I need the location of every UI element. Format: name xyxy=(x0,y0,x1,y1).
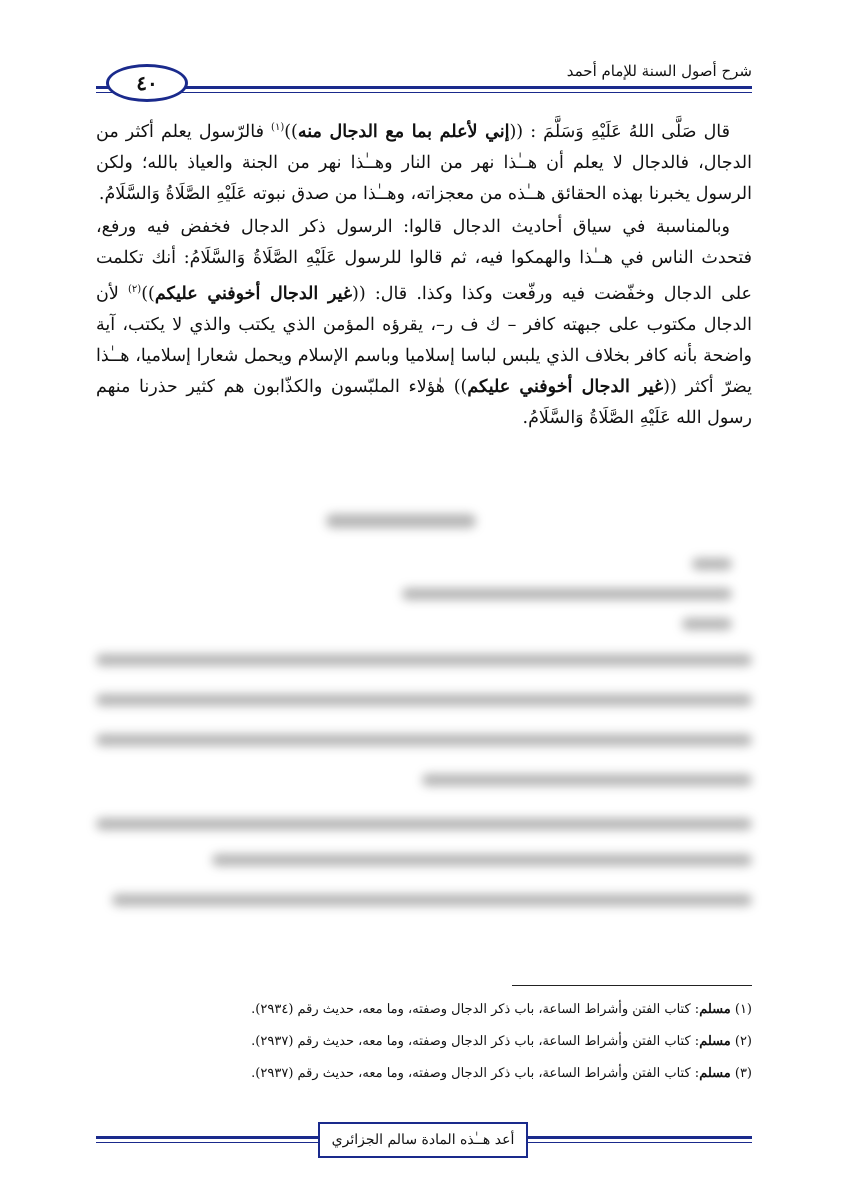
footnote-ref: (١) xyxy=(271,122,285,133)
footnote-ref: (٢) xyxy=(128,283,142,295)
footnote-1: (١) مسلم: كتاب الفتن وأشراط الساعة، باب ذكر الدجال وصفته، وما معه، حديث رقم (٢٩٣٤). xyxy=(251,1002,752,1017)
footnote-2: (٢) مسلم: كتاب الفتن وأشراط الساعة، باب ذكر الدجال وصفته، وما معه، حديث رقم (٢٩٣٧). xyxy=(251,1034,752,1049)
main-text xyxy=(96,112,752,436)
footnote-3: (٣) مسلم: كتاب الفتن وأشراط الساعة، باب ذكر الدجال وصفته، وما معه، حديث رقم (٢٩٣٧). xyxy=(251,1066,752,1081)
paragraph-1: قال صَلَّى اللهُ عَلَيْهِ وَسَلَّمَ : ((إني لأعلم بما مع الدجال منه))$^{(١)}$ فالرّسول يعلم أكثر من الدجال، فالدجال لا يعلم أن هــٰذا نهر من النار وهــٰذا نهر من الجنة والعياذ بالله؛ ولكن الرسول يخبرنا بهذه الحقائق هــٰذه من معجزاته، وهــٰذا من صدق نبوته عَلَيْهِ الصَّلَاةُ وَالسَّلَامُ. xyxy=(96,121,752,204)
hadith-quote: غير الدجال أخوفني عليكم xyxy=(154,283,353,304)
book-title: شرح أصول السنة للإمام أحمد xyxy=(566,62,752,80)
blurred-text-region xyxy=(96,500,752,930)
page-number: ٤٠ xyxy=(136,71,158,95)
footer-credit-box xyxy=(318,1122,528,1158)
footnote-rule xyxy=(512,985,752,986)
footnotes xyxy=(96,994,752,1090)
hadith-quote: غير الدجال أخوفني عليكم xyxy=(467,376,664,397)
header-rule xyxy=(96,86,752,89)
hadith-quote: إني لأعلم بما مع الدجال منه xyxy=(297,121,510,142)
header-rule-thin xyxy=(96,92,752,93)
footer-credit: أعد هــٰذه المادة سالم الجزائري xyxy=(331,1132,515,1148)
page-number-badge xyxy=(106,64,188,102)
paragraph-2: وبالمناسبة في سياق أحاديث الدجال قالوا: الرسول ذكر الدجال فخفض فيه ورفع، فتحدث الناس في هــٰذا والهمكوا فيه، ثم قالوا للرسول عَلَيْهِ الصَّلَاةُ وَالسَّلَامُ: أنك تكلمت على الدجال وخفّضت فيه ورفّعت وكذا وكذا. قال: ((غير الدجال أخوفني عليكم))$^{(٢)}$ لأن الدجال مكتوب على جبهته كافر – ك ف ر–، يقرؤه المؤمن الذي يكتب والذي لا يكتب، آية واضحة بأنه كافر بخلاف الذي يلبس لباسا إسلاميا وباسم الإسلام ويحمل شعارا إسلاميا، هــٰذا يضرّ أكثر ((غير الدجال أخوفني عليكم)) هٰؤلاء الملبّسون والكذّابون هم كثير حذرنا منهم رسول الله عَلَيْهِ الصَّلَاةُ وَالسَّلَامُ. xyxy=(96,216,753,428)
